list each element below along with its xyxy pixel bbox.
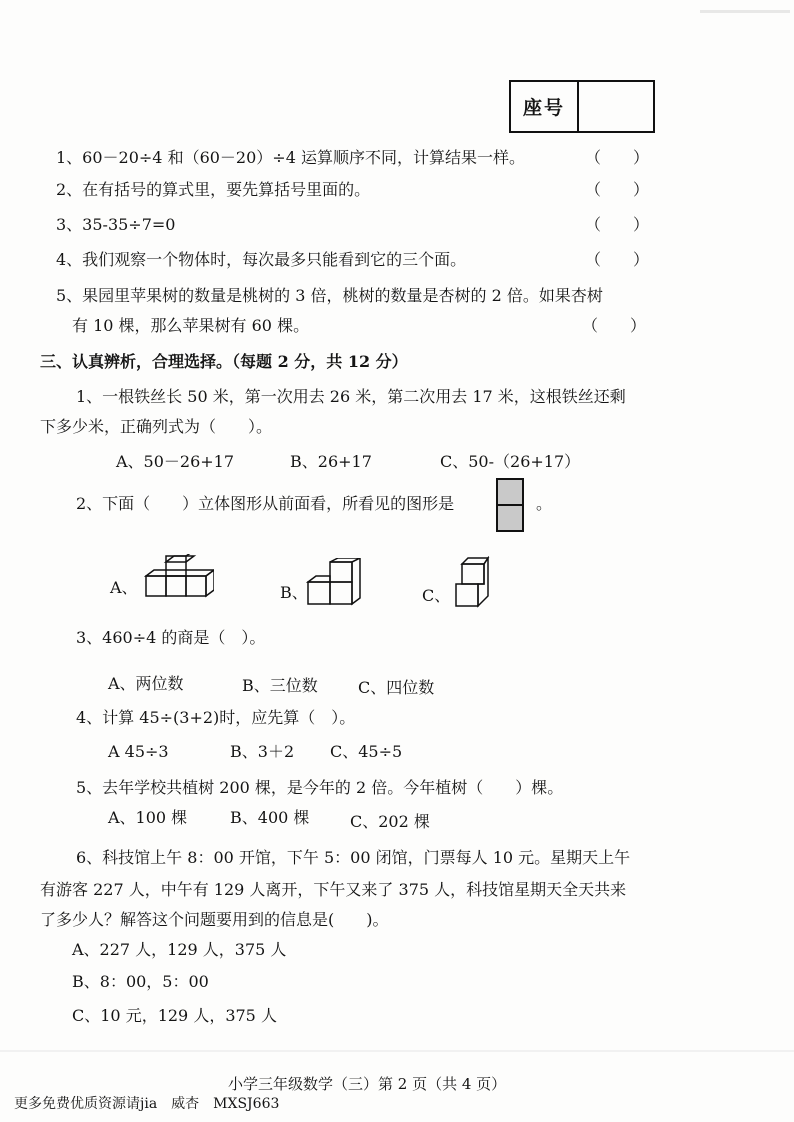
choice-q3-option-b[interactable]: B、三位数 [242, 676, 318, 695]
choice-q6-line3: 了多少人？解答这个问题要用到的信息是( )。 [40, 910, 389, 929]
choice-q1-line2: 下多少米，正确列式为（ ）。 [40, 417, 273, 436]
judge-question-3: 3、35-35÷7=0 [56, 215, 176, 234]
page-footer: 小学三年级数学（三）第 2 页（共 4 页） [228, 1075, 507, 1093]
judge-answer-paren-2[interactable]: （ ） [585, 180, 650, 199]
choice-q2-option-b[interactable]: B、 [280, 583, 308, 602]
choice-q2-end: 。 [536, 494, 553, 513]
judge-question-2: 2、在有括号的算式里，要先算括号里面的。 [56, 180, 371, 199]
choice-q5-option-a[interactable]: A、100 棵 [108, 808, 188, 827]
choice-q4-option-c[interactable]: C、45÷5 [330, 742, 403, 761]
choice-q3-option-c[interactable]: C、四位数 [358, 678, 435, 697]
judge-question-5: 5、果园里苹果树的数量是桃树的 3 倍，桃树的数量是杏树的 2 倍。如果杏树 [56, 286, 603, 305]
choice-q2-option-a[interactable]: A、 [110, 578, 138, 597]
choice-q2-option-c[interactable]: C、 [422, 586, 451, 605]
choice-q5-option-b[interactable]: B、400 棵 [230, 808, 310, 827]
choice-q6-option-b[interactable]: B、8：00，5：00 [72, 972, 209, 991]
cube-figure-b[interactable] [306, 558, 362, 606]
cube-figure-c[interactable] [454, 556, 490, 608]
choice-q4-stem: 4、计算 45÷(3+2)时，应先算（ ）。 [76, 708, 356, 727]
promo-text: 更多免费优质资源请jia 威杏 MXSJ663 [14, 1096, 280, 1112]
seat-number-box [509, 80, 655, 133]
choice-q6-line1: 6、科技馆上午 8：00 开馆，下午 5：00 闭馆，门票每人 10 元。星期天上午 [76, 848, 631, 867]
choice-q4-option-b[interactable]: B、3＋2 [230, 742, 295, 761]
choice-q6-option-c[interactable]: C、10 元，129 人，375 人 [72, 1006, 277, 1025]
choice-q1-option-b[interactable]: B、26+17 [290, 452, 372, 471]
choice-q4-option-a[interactable]: A 45÷3 [108, 742, 169, 761]
choice-q5-option-c[interactable]: C、202 棵 [350, 812, 430, 831]
judge-answer-paren-3[interactable]: （ ） [585, 215, 650, 234]
judge-question-1: 1、60－20÷4 和（60－20）÷4 运算顺序不同，计算结果一样。 [56, 148, 525, 167]
seat-number-field[interactable] [579, 82, 653, 131]
choice-q1-option-a[interactable]: A、50－26+17 [116, 452, 235, 471]
choice-q3-option-a[interactable]: A、两位数 [108, 674, 184, 693]
judge-question-4: 4、我们观察一个物体时，每次最多只能看到它的三个面。 [56, 250, 467, 269]
front-view-figure [496, 478, 524, 532]
judge-answer-paren-4[interactable]: （ ） [585, 250, 650, 269]
choice-q6-option-a[interactable]: A、227 人，129 人，375 人 [72, 940, 287, 959]
choice-q2-stem: 2、下面（ ）立体图形从前面看，所看见的图形是 [76, 494, 455, 513]
choice-q1-line1: 1、一根铁丝长 50 米，第一次用去 26 米，第二次用去 17 米，这根铁丝还剩 [76, 387, 626, 406]
choice-q6-line2: 有游客 227 人，中午有 129 人离开，下午又来了 375 人，科技馆星期天全天共来 [40, 880, 627, 899]
choice-q1-option-c[interactable]: C、50-（26+17） [440, 452, 581, 471]
judge-question-5-continued: 有 10 棵，那么苹果树有 60 棵。 [72, 316, 310, 335]
choice-q5-stem: 5、去年学校共植树 200 棵，是今年的 2 倍。今年植树（ ）棵。 [76, 778, 564, 797]
judge-answer-paren-5[interactable]: （ ） [582, 316, 647, 335]
cube-figure-a[interactable] [144, 554, 214, 600]
seat-number-label: 座号 [511, 82, 579, 131]
choice-q3-stem: 3、460÷4 的商是（ ）。 [76, 628, 266, 647]
section-3-heading: 三、认真辨析，合理选择。（每题 2 分，共 12 分） [40, 352, 408, 371]
judge-answer-paren-1[interactable]: （ ） [585, 148, 650, 167]
